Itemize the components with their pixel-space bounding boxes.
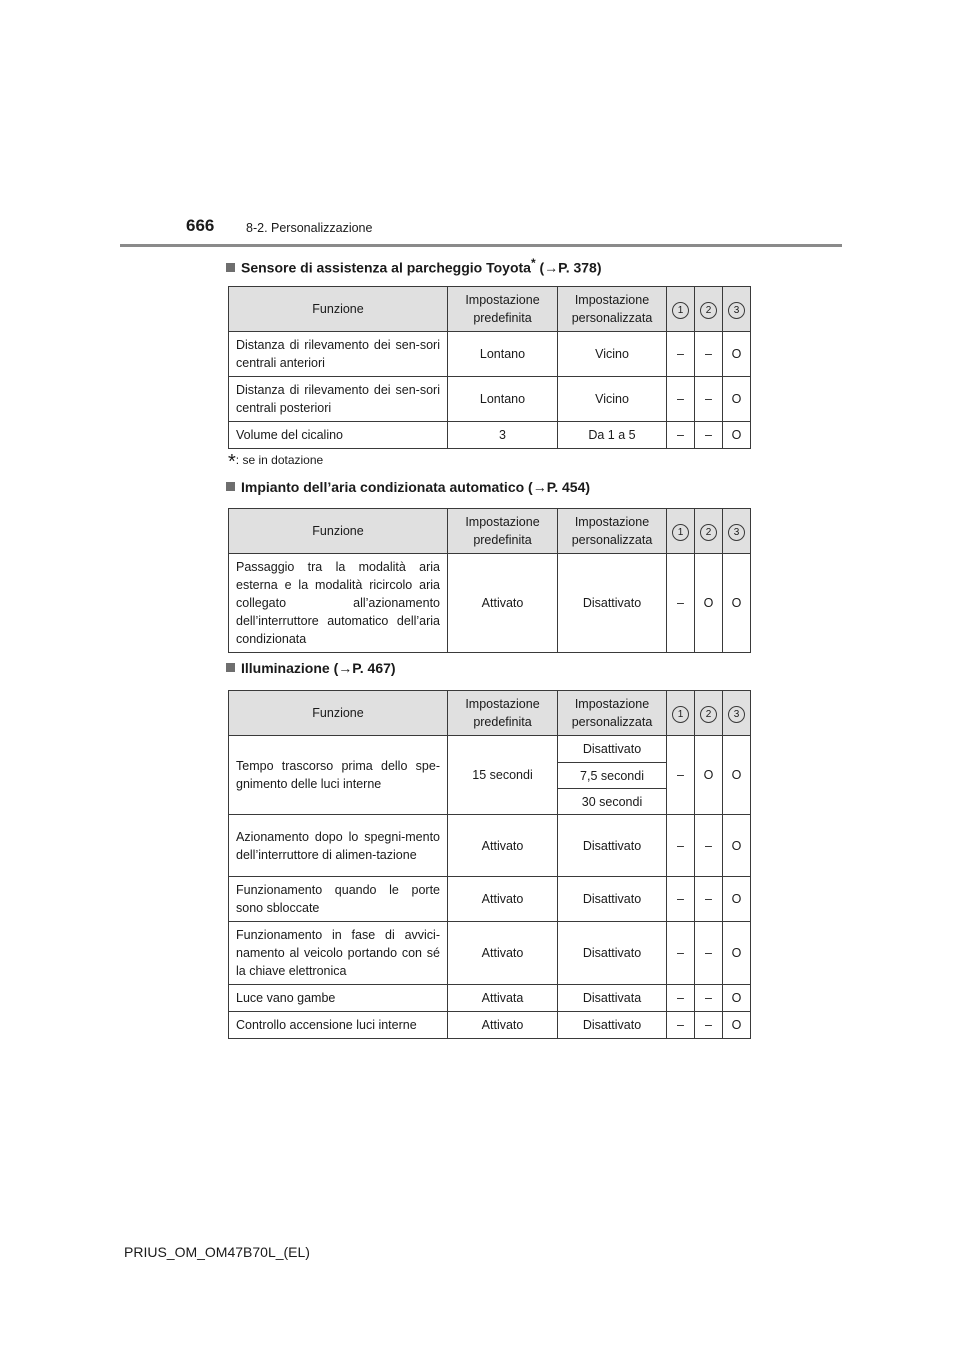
mode-3-cell: O <box>723 554 751 653</box>
function-cell: Funzionamento quando le porte sono sbloccate <box>229 877 448 922</box>
mode-1-cell: – <box>667 1012 695 1039</box>
circled-2-icon: 2 <box>700 706 717 723</box>
column-header-custom: Impostazione personalizzata <box>558 287 667 332</box>
mode-1-cell: – <box>667 877 695 922</box>
mode-2-cell: – <box>695 422 723 449</box>
function-cell: Distanza di rilevamento dei sen-sori centrali posteriori <box>229 377 448 422</box>
custom-cell: Disattivato <box>558 922 667 985</box>
column-header-function: Funzione <box>229 691 448 736</box>
footnote-text: : se in dotazione <box>235 453 324 467</box>
mode-3-cell: O <box>723 922 751 985</box>
mode-1-cell: – <box>667 554 695 653</box>
custom-cell: Disattivato <box>558 554 667 653</box>
mode-3-cell: O <box>723 877 751 922</box>
page-number: 666 <box>186 216 215 235</box>
mode-3-cell: O <box>723 985 751 1012</box>
custom-cell: Vicino <box>558 377 667 422</box>
function-cell: Tempo trascorso prima dello spe-gnimento delle luci interne <box>229 736 448 815</box>
custom-cell: Disattivato <box>558 877 667 922</box>
document-code: PRIUS_OM_OM47B70L_(EL) <box>124 1244 310 1260</box>
mode-2-cell: – <box>695 377 723 422</box>
circled-1-icon: 1 <box>672 524 689 541</box>
function-cell: Funzionamento in fase di avvici-namento al veicolo portando con sé la chiave elettronica <box>229 922 448 985</box>
circled-3-icon: 3 <box>728 524 745 541</box>
mode-3-cell: O <box>723 1012 751 1039</box>
circled-1-icon: 1 <box>672 706 689 723</box>
mode-1-cell: – <box>667 736 695 815</box>
section-title-parking-sensor: Sensore di assistenza al parcheggio Toyota* (→P. 378) <box>226 256 602 276</box>
function-cell: Distanza di rilevamento dei sen-sori centrali anteriori <box>229 332 448 377</box>
table-row <box>229 815 751 877</box>
header-divider <box>120 244 842 247</box>
table-row <box>229 422 751 449</box>
custom-cell: Da 1 a 5 <box>558 422 667 449</box>
chapter-title: 8-2. Personalizzazione <box>246 221 373 235</box>
column-header-function: Funzione <box>229 509 448 554</box>
section-title-lighting: Illuminazione (→P. 467) <box>226 660 396 676</box>
footnote-asterisk: * <box>228 451 236 473</box>
table-row <box>229 922 751 985</box>
function-cell: Volume del cicalino <box>229 422 448 449</box>
default-cell: 3 <box>448 422 558 449</box>
default-cell: Attivato <box>448 922 558 985</box>
mode-1-cell: – <box>667 332 695 377</box>
square-bullet-icon <box>226 482 235 491</box>
table-row <box>229 985 751 1012</box>
mode-2-cell: – <box>695 1012 723 1039</box>
custom-cell: Disattivato <box>558 815 667 877</box>
column-header-default: Impostazione predefinita <box>448 509 558 554</box>
column-header-1 <box>667 287 695 332</box>
column-header-3 <box>723 691 751 736</box>
mode-1-cell: – <box>667 422 695 449</box>
mode-2-cell: O <box>695 554 723 653</box>
custom-option-cell: 30 secondi <box>558 789 667 815</box>
table-row <box>229 332 751 377</box>
default-cell: Attivato <box>448 815 558 877</box>
table-row <box>229 1012 751 1039</box>
mode-2-cell: O <box>695 736 723 815</box>
table-header-row <box>229 509 751 554</box>
column-header-2 <box>695 691 723 736</box>
column-header-custom: Impostazione personalizzata <box>558 509 667 554</box>
mode-1-cell: – <box>667 815 695 877</box>
default-cell: 15 secondi <box>448 736 558 815</box>
mode-2-cell: – <box>695 922 723 985</box>
circled-3-icon: 3 <box>728 706 745 723</box>
page-reference: (→P. 454) <box>524 479 591 495</box>
square-bullet-icon <box>226 663 235 672</box>
custom-cell: Vicino <box>558 332 667 377</box>
mode-2-cell: – <box>695 877 723 922</box>
mode-3-cell: O <box>723 332 751 377</box>
default-cell: Attivato <box>448 877 558 922</box>
column-header-function: Funzione <box>229 287 448 332</box>
mode-3-cell: O <box>723 422 751 449</box>
custom-option-cell: 7,5 secondi <box>558 763 667 789</box>
column-header-2 <box>695 287 723 332</box>
mode-1-cell: – <box>667 985 695 1012</box>
mode-2-cell: – <box>695 332 723 377</box>
function-cell: Passaggio tra la modalità aria esterna e la modalità ricircolo aria collegato all’azionamento dell’interruttore automatico dell’aria condizionata <box>229 554 448 653</box>
circled-2-icon: 2 <box>700 302 717 319</box>
mode-3-cell: O <box>723 377 751 422</box>
mode-1-cell: – <box>667 377 695 422</box>
square-bullet-icon <box>226 263 235 272</box>
column-header-default: Impostazione predefinita <box>448 287 558 332</box>
table-row <box>229 377 751 422</box>
table-header-row <box>229 287 751 332</box>
custom-option-cell: Disattivato <box>558 736 667 763</box>
column-header-1 <box>667 509 695 554</box>
footnote <box>228 451 323 474</box>
default-cell: Attivato <box>448 1012 558 1039</box>
default-cell: Attivata <box>448 985 558 1012</box>
section-title-air-conditioning: Impianto dell’aria condizionata automatico (→P. 454) <box>226 479 590 495</box>
circled-2-icon: 2 <box>700 524 717 541</box>
circled-3-icon: 3 <box>728 302 745 319</box>
column-header-1 <box>667 691 695 736</box>
column-header-custom: Impostazione personalizzata <box>558 691 667 736</box>
default-cell: Attivato <box>448 554 558 653</box>
mode-3-cell: O <box>723 736 751 815</box>
default-cell: Lontano <box>448 332 558 377</box>
table-row <box>229 554 751 653</box>
custom-cell: Disattivata <box>558 985 667 1012</box>
table-header-row <box>229 691 751 736</box>
column-header-3 <box>723 287 751 332</box>
page-reference: (→P. 467) <box>329 660 396 676</box>
parking-sensor-table <box>228 286 751 449</box>
mode-2-cell: – <box>695 985 723 1012</box>
function-cell: Controllo accensione luci interne <box>229 1012 448 1039</box>
mode-3-cell: O <box>723 815 751 877</box>
function-cell: Azionamento dopo lo spegni-mento dell’interruttore di alimen-tazione <box>229 815 448 877</box>
air-conditioning-table <box>228 508 751 653</box>
lighting-table <box>228 690 751 1039</box>
column-header-2 <box>695 509 723 554</box>
mode-2-cell: – <box>695 815 723 877</box>
custom-cell: Disattivato <box>558 1012 667 1039</box>
table-row <box>229 877 751 922</box>
column-header-default: Impostazione predefinita <box>448 691 558 736</box>
default-cell: Lontano <box>448 377 558 422</box>
table-row <box>229 736 751 763</box>
circled-1-icon: 1 <box>672 302 689 319</box>
column-header-3 <box>723 509 751 554</box>
mode-1-cell: – <box>667 922 695 985</box>
footnote-marker: * <box>530 256 536 270</box>
function-cell: Luce vano gambe <box>229 985 448 1012</box>
page-reference: (→P. 378) <box>535 259 602 276</box>
